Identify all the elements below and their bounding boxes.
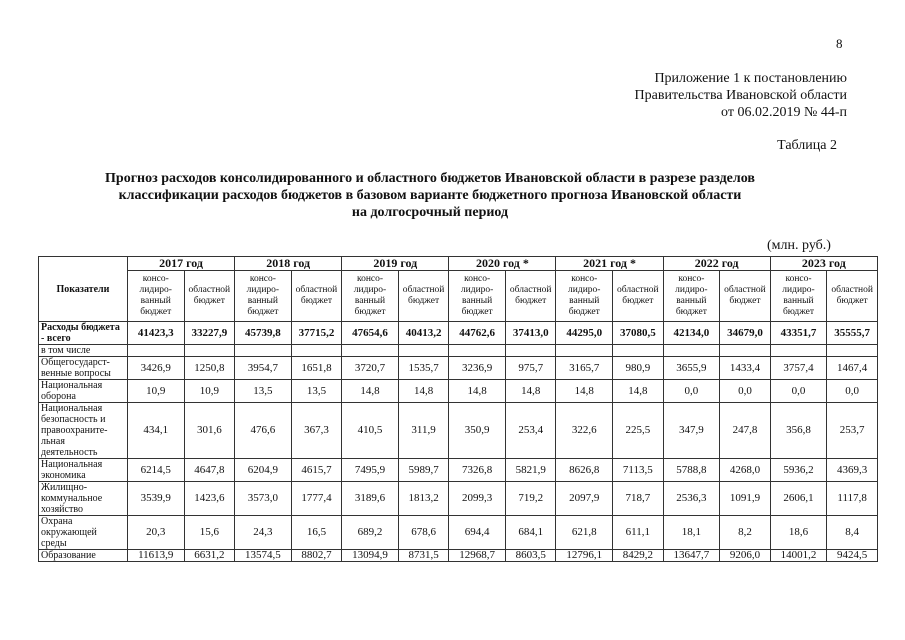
value-cell: 684,1 — [505, 516, 556, 550]
value-cell: 6214,5 — [127, 459, 184, 482]
year-header: 2018 год — [235, 257, 342, 271]
value-cell: 225,5 — [613, 403, 664, 459]
value-cell: 3426,9 — [127, 357, 184, 380]
consolidated-budget-subheader: консо- лидиро- ванный бюджет — [127, 271, 184, 322]
appendix-line: от 06.02.2019 № 44-п — [721, 105, 847, 120]
value-cell: 11613,9 — [127, 550, 184, 562]
value-cell: 14,8 — [449, 380, 506, 403]
value-cell — [291, 345, 342, 357]
value-cell: 14,8 — [556, 380, 613, 403]
regional-budget-subheader: областной бюджет — [398, 271, 449, 322]
value-cell: 410,5 — [342, 403, 399, 459]
value-cell: 3165,7 — [556, 357, 613, 380]
value-cell: 13,5 — [235, 380, 292, 403]
year-header: 2021 год * — [556, 257, 663, 271]
value-cell: 1467,4 — [827, 357, 878, 380]
value-cell: 718,7 — [613, 482, 664, 516]
value-cell: 611,1 — [613, 516, 664, 550]
table-row — [39, 459, 878, 482]
units-label: (млн. руб.) — [767, 238, 831, 253]
value-cell: 5788,8 — [663, 459, 720, 482]
appendix-line: Правительства Ивановской области — [634, 88, 847, 103]
value-cell: 1651,8 — [291, 357, 342, 380]
table-row — [39, 345, 878, 357]
value-cell — [613, 345, 664, 357]
table-row — [39, 550, 878, 562]
value-cell: 1777,4 — [291, 482, 342, 516]
title-line: классификации расходов бюджетов в базовом варианте бюджетного прогноза Ивановской области — [118, 188, 742, 203]
value-cell: 1250,8 — [184, 357, 235, 380]
value-cell: 13,5 — [291, 380, 342, 403]
page-number: 8 — [836, 36, 843, 51]
value-cell: 8626,8 — [556, 459, 613, 482]
value-cell: 8802,7 — [291, 550, 342, 562]
regional-budget-subheader: областной бюджет — [505, 271, 556, 322]
value-cell — [449, 345, 506, 357]
value-cell: 0,0 — [720, 380, 771, 403]
value-cell: 37080,5 — [613, 322, 664, 345]
value-cell: 41423,3 — [127, 322, 184, 345]
value-cell: 476,6 — [235, 403, 292, 459]
value-cell: 3954,7 — [235, 357, 292, 380]
value-cell: 13647,7 — [663, 550, 720, 562]
value-cell — [127, 345, 184, 357]
value-cell: 18,1 — [663, 516, 720, 550]
value-cell: 3757,4 — [770, 357, 827, 380]
value-cell: 7113,5 — [613, 459, 664, 482]
year-header: 2020 год * — [449, 257, 556, 271]
value-cell: 322,6 — [556, 403, 613, 459]
indicator-cell: Национальная экономика — [39, 459, 128, 482]
value-cell: 2536,3 — [663, 482, 720, 516]
year-header: 2022 год — [663, 257, 770, 271]
value-cell: 2606,1 — [770, 482, 827, 516]
table-label: Таблица 2 — [777, 138, 837, 153]
table-row — [39, 322, 878, 345]
value-cell: 2099,3 — [449, 482, 506, 516]
value-cell: 37413,0 — [505, 322, 556, 345]
value-cell — [342, 345, 399, 357]
value-cell: 367,3 — [291, 403, 342, 459]
value-cell: 347,9 — [663, 403, 720, 459]
value-cell: 8429,2 — [613, 550, 664, 562]
value-cell: 434,1 — [127, 403, 184, 459]
table-row — [39, 380, 878, 403]
value-cell: 10,9 — [127, 380, 184, 403]
value-cell — [556, 345, 613, 357]
value-cell: 8,4 — [827, 516, 878, 550]
value-cell: 1091,9 — [720, 482, 771, 516]
value-cell: 4369,3 — [827, 459, 878, 482]
value-cell: 6204,9 — [235, 459, 292, 482]
value-cell: 1535,7 — [398, 357, 449, 380]
value-cell: 0,0 — [827, 380, 878, 403]
indicator-cell: Охрана окружающей среды — [39, 516, 128, 550]
consolidated-budget-subheader: консо- лидиро- ванный бюджет — [342, 271, 399, 322]
regional-budget-subheader: областной бюджет — [184, 271, 235, 322]
value-cell: 8,2 — [720, 516, 771, 550]
value-cell: 975,7 — [505, 357, 556, 380]
year-header: 2017 год — [127, 257, 234, 271]
title-line: на долгосрочный период — [351, 205, 509, 220]
value-cell: 14001,2 — [770, 550, 827, 562]
value-cell: 15,6 — [184, 516, 235, 550]
table-row — [39, 403, 878, 459]
value-cell — [720, 345, 771, 357]
value-cell: 621,8 — [556, 516, 613, 550]
value-cell: 7495,9 — [342, 459, 399, 482]
value-cell: 12968,7 — [449, 550, 506, 562]
value-cell: 12796,1 — [556, 550, 613, 562]
value-cell: 689,2 — [342, 516, 399, 550]
value-cell: 678,6 — [398, 516, 449, 550]
value-cell — [770, 345, 827, 357]
indicator-cell: Общегосударст- венные вопросы — [39, 357, 128, 380]
value-cell: 980,9 — [613, 357, 664, 380]
value-cell: 14,8 — [613, 380, 664, 403]
value-cell: 356,8 — [770, 403, 827, 459]
value-cell: 18,6 — [770, 516, 827, 550]
value-cell — [235, 345, 292, 357]
consolidated-budget-subheader: консо- лидиро- ванный бюджет — [663, 271, 720, 322]
regional-budget-subheader: областной бюджет — [827, 271, 878, 322]
value-cell — [184, 345, 235, 357]
indicator-cell: Жилищно- коммунальное хозяйство — [39, 482, 128, 516]
indicator-cell: в том числе — [39, 345, 128, 357]
budget-table — [38, 256, 878, 562]
regional-budget-subheader: областной бюджет — [720, 271, 771, 322]
indicator-cell: Национальная безопасность и правоохраните- льная деятельность — [39, 403, 128, 459]
value-cell: 4268,0 — [720, 459, 771, 482]
consolidated-budget-subheader: консо- лидиро- ванный бюджет — [235, 271, 292, 322]
value-cell — [505, 345, 556, 357]
regional-budget-subheader: областной бюджет — [613, 271, 664, 322]
value-cell: 20,3 — [127, 516, 184, 550]
value-cell: 1423,6 — [184, 482, 235, 516]
value-cell: 8731,5 — [398, 550, 449, 562]
appendix-line: Приложение 1 к постановлению — [654, 71, 847, 86]
value-cell: 719,2 — [505, 482, 556, 516]
value-cell: 253,7 — [827, 403, 878, 459]
value-cell: 311,9 — [398, 403, 449, 459]
value-cell: 10,9 — [184, 380, 235, 403]
regional-budget-subheader: областной бюджет — [291, 271, 342, 322]
value-cell: 6631,2 — [184, 550, 235, 562]
value-cell: 0,0 — [663, 380, 720, 403]
table-row — [39, 357, 878, 380]
value-cell: 13574,5 — [235, 550, 292, 562]
value-cell: 253,4 — [505, 403, 556, 459]
value-cell: 694,4 — [449, 516, 506, 550]
value-cell — [398, 345, 449, 357]
value-cell: 3573,0 — [235, 482, 292, 516]
value-cell: 9206,0 — [720, 550, 771, 562]
value-cell — [663, 345, 720, 357]
value-cell: 43351,7 — [770, 322, 827, 345]
consolidated-budget-subheader: консо- лидиро- ванный бюджет — [770, 271, 827, 322]
value-cell: 301,6 — [184, 403, 235, 459]
value-cell: 8603,5 — [505, 550, 556, 562]
value-cell: 5936,2 — [770, 459, 827, 482]
value-cell: 2097,9 — [556, 482, 613, 516]
consolidated-budget-subheader: консо- лидиро- ванный бюджет — [449, 271, 506, 322]
value-cell: 44295,0 — [556, 322, 613, 345]
value-cell: 24,3 — [235, 516, 292, 550]
value-cell: 14,8 — [398, 380, 449, 403]
consolidated-budget-subheader: консо- лидиро- ванный бюджет — [556, 271, 613, 322]
value-cell: 1433,4 — [720, 357, 771, 380]
indicator-cell: Национальная оборона — [39, 380, 128, 403]
value-cell: 3539,9 — [127, 482, 184, 516]
value-cell: 3236,9 — [449, 357, 506, 380]
value-cell: 34679,0 — [720, 322, 771, 345]
value-cell: 45739,8 — [235, 322, 292, 345]
value-cell: 44762,6 — [449, 322, 506, 345]
value-cell: 4647,8 — [184, 459, 235, 482]
value-cell: 35555,7 — [827, 322, 878, 345]
indicator-header: Показатели — [39, 257, 128, 322]
title-line: Прогноз расходов консолидированного и областного бюджетов Ивановской области в разрезе разделов — [105, 171, 755, 186]
value-cell — [827, 345, 878, 357]
value-cell: 3655,9 — [663, 357, 720, 380]
value-cell: 42134,0 — [663, 322, 720, 345]
year-header: 2019 год — [342, 257, 449, 271]
value-cell: 13094,9 — [342, 550, 399, 562]
value-cell: 33227,9 — [184, 322, 235, 345]
value-cell: 40413,2 — [398, 322, 449, 345]
value-cell: 5989,7 — [398, 459, 449, 482]
value-cell: 3189,6 — [342, 482, 399, 516]
table-row — [39, 516, 878, 550]
value-cell: 1813,2 — [398, 482, 449, 516]
value-cell: 4615,7 — [291, 459, 342, 482]
value-cell: 5821,9 — [505, 459, 556, 482]
appendix-block — [635, 70, 847, 121]
value-cell: 0,0 — [770, 380, 827, 403]
table-row — [39, 482, 878, 516]
value-cell: 9424,5 — [827, 550, 878, 562]
value-cell: 247,8 — [720, 403, 771, 459]
document-title — [40, 170, 820, 221]
value-cell: 1117,8 — [827, 482, 878, 516]
year-header: 2023 год — [770, 257, 877, 271]
indicator-cell: Расходы бюджета - всего — [39, 322, 128, 345]
value-cell: 16,5 — [291, 516, 342, 550]
value-cell: 47654,6 — [342, 322, 399, 345]
value-cell: 14,8 — [505, 380, 556, 403]
value-cell: 7326,8 — [449, 459, 506, 482]
value-cell: 37715,2 — [291, 322, 342, 345]
value-cell: 3720,7 — [342, 357, 399, 380]
value-cell: 14,8 — [342, 380, 399, 403]
indicator-cell: Образование — [39, 550, 128, 562]
value-cell: 350,9 — [449, 403, 506, 459]
